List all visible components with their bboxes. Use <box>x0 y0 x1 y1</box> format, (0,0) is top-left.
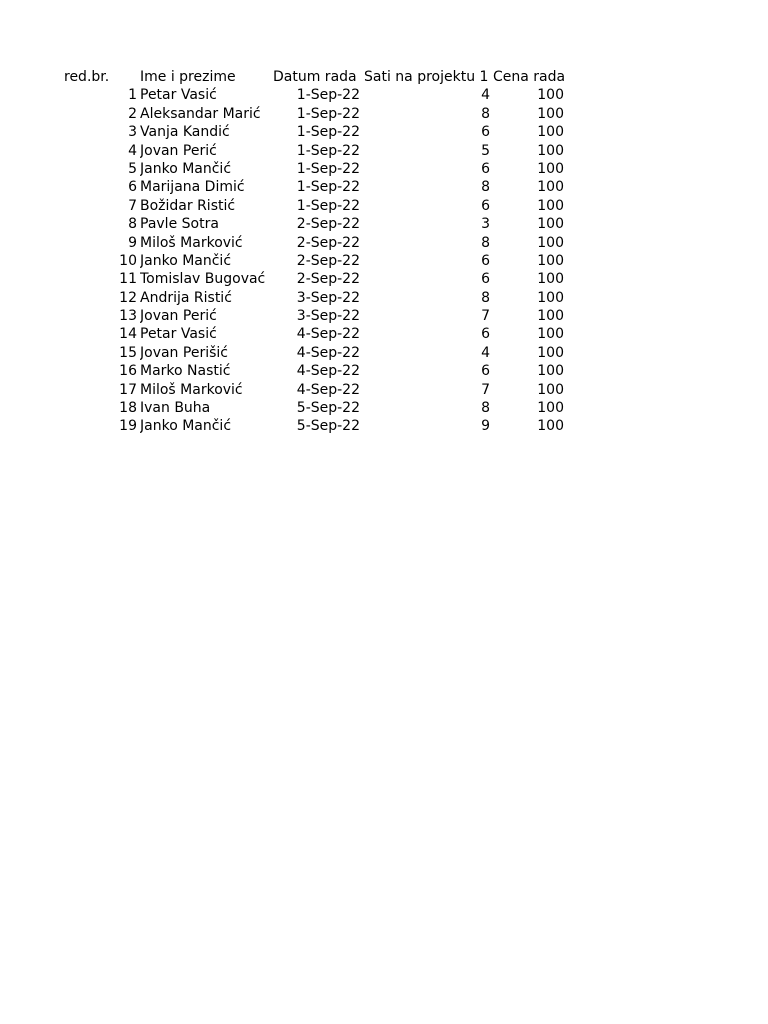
table-body <box>0 86 768 435</box>
table-row <box>0 307 768 325</box>
cell-datum-rada: 2-Sep-22 <box>296 271 360 288</box>
cell-ime-i-prezime: Petar Vasić <box>140 326 217 343</box>
cell-redbr: 6 <box>128 179 137 196</box>
cell-redbr: 14 <box>119 326 137 343</box>
cell-sati-na-projektu: 6 <box>481 197 490 214</box>
cell-sati-na-projektu: 8 <box>481 234 490 251</box>
cell-redbr: 15 <box>119 344 137 361</box>
cell-ime-i-prezime: Ivan Buha <box>140 400 211 417</box>
cell-cena-rada: 100 <box>537 381 564 398</box>
cell-cena-rada: 100 <box>537 142 564 159</box>
table-row <box>0 142 768 160</box>
table-row <box>0 86 768 104</box>
cell-datum-rada: 3-Sep-22 <box>296 308 360 325</box>
table-row <box>0 123 768 141</box>
header-ime-i-prezime: Ime i prezime <box>140 69 236 85</box>
cell-sati-na-projektu: 8 <box>481 179 490 196</box>
cell-cena-rada: 100 <box>537 105 564 122</box>
table-row <box>0 215 768 233</box>
cell-sati-na-projektu: 4 <box>481 87 490 104</box>
cell-ime-i-prezime: Janko Mančić <box>140 252 232 269</box>
table-row <box>0 417 768 435</box>
table-row <box>0 381 768 399</box>
cell-redbr: 13 <box>119 308 137 325</box>
table-row <box>0 399 768 417</box>
cell-sati-na-projektu: 6 <box>481 363 490 380</box>
table-row <box>0 160 768 178</box>
cell-sati-na-projektu: 6 <box>481 252 490 269</box>
table-row <box>0 362 768 380</box>
cell-ime-i-prezime: Petar Vasić <box>140 87 217 104</box>
cell-datum-rada: 3-Sep-22 <box>296 289 360 306</box>
table-row <box>0 344 768 362</box>
table-row <box>0 197 768 215</box>
cell-redbr: 5 <box>128 160 137 177</box>
cell-cena-rada: 100 <box>537 344 564 361</box>
header-cena-rada: Cena rada <box>493 69 566 85</box>
cell-ime-i-prezime: Janko Mančić <box>140 160 232 177</box>
cell-redbr: 11 <box>119 271 137 288</box>
cell-ime-i-prezime: Marijana Dimić <box>140 179 245 196</box>
cell-sati-na-projektu: 8 <box>481 289 490 306</box>
cell-cena-rada: 100 <box>537 160 564 177</box>
cell-ime-i-prezime: Božidar Ristić <box>140 197 236 214</box>
cell-datum-rada: 1-Sep-22 <box>296 142 360 159</box>
table-row <box>0 178 768 196</box>
cell-cena-rada: 100 <box>537 418 564 435</box>
header-redbr: red.br. <box>64 69 110 85</box>
header-datum-rada: Datum rada <box>273 69 357 85</box>
cell-datum-rada: 1-Sep-22 <box>296 179 360 196</box>
cell-redbr: 12 <box>119 289 137 306</box>
cell-ime-i-prezime: Miloš Marković <box>140 234 243 251</box>
cell-sati-na-projektu: 7 <box>481 308 490 325</box>
cell-redbr: 3 <box>128 124 137 141</box>
cell-redbr: 4 <box>128 142 137 159</box>
cell-cena-rada: 100 <box>537 197 564 214</box>
cell-cena-rada: 100 <box>537 363 564 380</box>
cell-ime-i-prezime: Janko Mančić <box>140 418 232 435</box>
cell-redbr: 7 <box>128 197 137 214</box>
cell-datum-rada: 1-Sep-22 <box>296 105 360 122</box>
cell-cena-rada: 100 <box>537 179 564 196</box>
cell-datum-rada: 1-Sep-22 <box>296 87 360 104</box>
table-row <box>0 289 768 307</box>
cell-ime-i-prezime: Vanja Kandić <box>140 124 230 141</box>
cell-datum-rada: 1-Sep-22 <box>296 124 360 141</box>
cell-datum-rada: 1-Sep-22 <box>296 160 360 177</box>
header-sati-na-projektu: Sati na projektu 1 <box>364 69 489 85</box>
cell-cena-rada: 100 <box>537 216 564 233</box>
cell-ime-i-prezime: Tomislav Bugovać <box>140 271 265 288</box>
cell-sati-na-projektu: 6 <box>481 160 490 177</box>
cell-cena-rada: 100 <box>537 87 564 104</box>
cell-cena-rada: 100 <box>537 326 564 343</box>
cell-datum-rada: 5-Sep-22 <box>296 418 360 435</box>
table-row <box>0 105 768 123</box>
cell-cena-rada: 100 <box>537 124 564 141</box>
cell-redbr: 9 <box>128 234 137 251</box>
cell-sati-na-projektu: 7 <box>481 381 490 398</box>
cell-sati-na-projektu: 9 <box>481 418 490 435</box>
cell-sati-na-projektu: 6 <box>481 124 490 141</box>
cell-cena-rada: 100 <box>537 271 564 288</box>
cell-datum-rada: 2-Sep-22 <box>296 252 360 269</box>
cell-sati-na-projektu: 6 <box>481 326 490 343</box>
cell-sati-na-projektu: 6 <box>481 271 490 288</box>
cell-redbr: 10 <box>119 252 137 269</box>
cell-sati-na-projektu: 8 <box>481 400 490 417</box>
cell-ime-i-prezime: Aleksandar Marić <box>140 105 261 122</box>
cell-cena-rada: 100 <box>537 252 564 269</box>
cell-sati-na-projektu: 5 <box>481 142 490 159</box>
cell-datum-rada: 4-Sep-22 <box>296 344 360 361</box>
cell-datum-rada: 4-Sep-22 <box>296 363 360 380</box>
cell-cena-rada: 100 <box>537 308 564 325</box>
cell-ime-i-prezime: Miloš Marković <box>140 381 243 398</box>
cell-datum-rada: 5-Sep-22 <box>296 400 360 417</box>
cell-cena-rada: 100 <box>537 289 564 306</box>
cell-datum-rada: 2-Sep-22 <box>296 234 360 251</box>
spreadsheet-table <box>0 68 768 436</box>
cell-ime-i-prezime: Marko Nastić <box>140 363 231 380</box>
cell-ime-i-prezime: Jovan Perišić <box>140 344 228 361</box>
cell-cena-rada: 100 <box>537 400 564 417</box>
cell-datum-rada: 1-Sep-22 <box>296 197 360 214</box>
table-row <box>0 270 768 288</box>
cell-sati-na-projektu: 8 <box>481 105 490 122</box>
table-row <box>0 234 768 252</box>
cell-redbr: 18 <box>119 400 137 417</box>
cell-redbr: 8 <box>128 216 137 233</box>
cell-redbr: 1 <box>128 87 137 104</box>
cell-datum-rada: 4-Sep-22 <box>296 326 360 343</box>
cell-datum-rada: 2-Sep-22 <box>296 216 360 233</box>
cell-ime-i-prezime: Jovan Perić <box>140 308 217 325</box>
cell-redbr: 16 <box>119 363 137 380</box>
cell-cena-rada: 100 <box>537 234 564 251</box>
cell-datum-rada: 4-Sep-22 <box>296 381 360 398</box>
cell-redbr: 19 <box>119 418 137 435</box>
cell-redbr: 2 <box>128 105 137 122</box>
cell-ime-i-prezime: Pavle Sotra <box>140 216 219 233</box>
cell-sati-na-projektu: 4 <box>481 344 490 361</box>
cell-redbr: 17 <box>119 381 137 398</box>
header-row <box>0 68 768 86</box>
table-row <box>0 252 768 270</box>
cell-sati-na-projektu: 3 <box>481 216 490 233</box>
cell-ime-i-prezime: Jovan Perić <box>140 142 217 159</box>
cell-ime-i-prezime: Andrija Ristić <box>140 289 232 306</box>
table-row <box>0 325 768 343</box>
